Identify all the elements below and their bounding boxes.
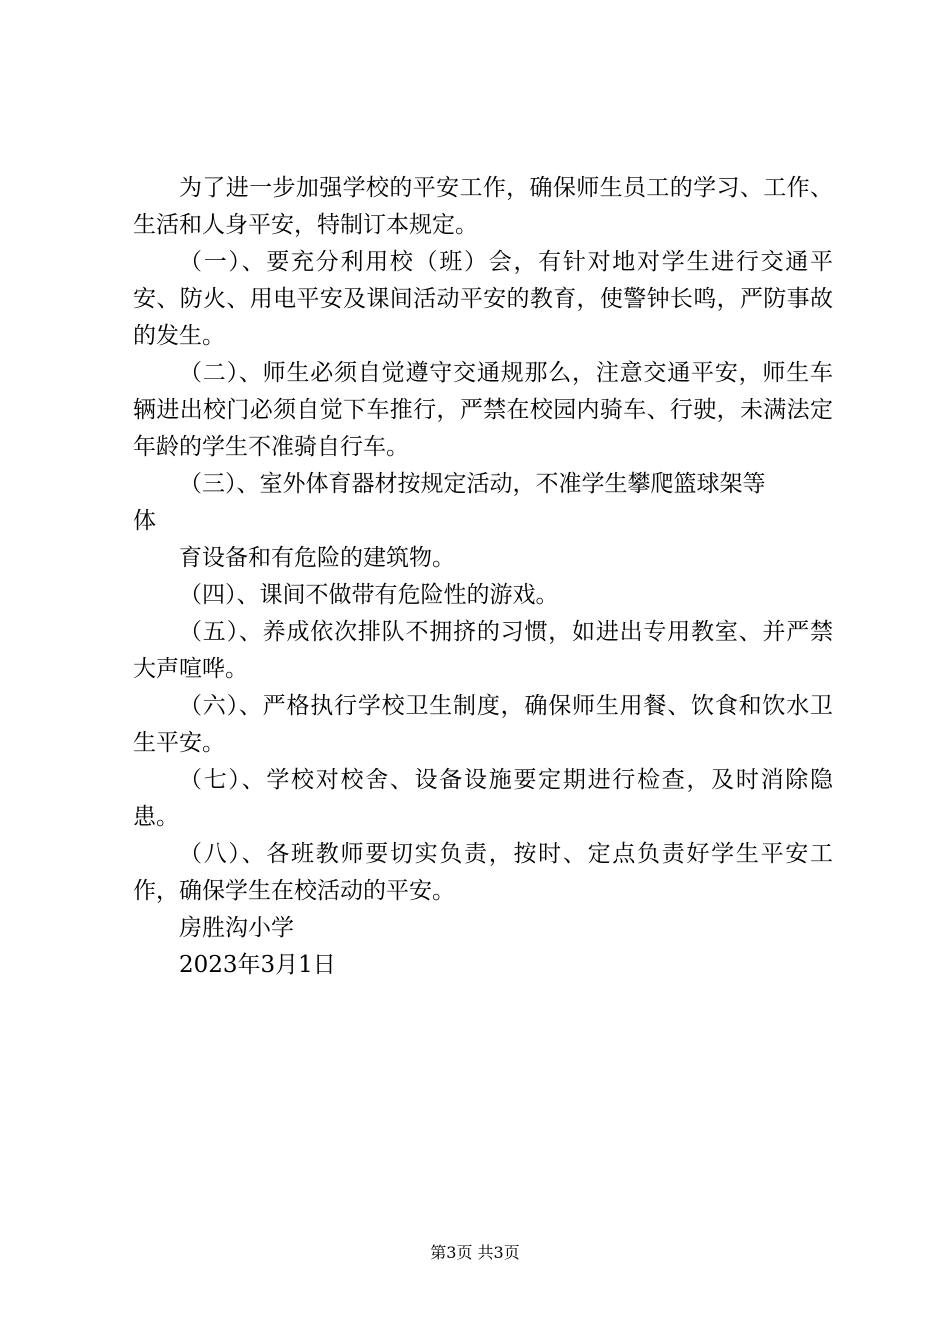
page-footer: 第3页 共3页: [430, 1243, 520, 1262]
paragraph-item-3-continued: 育设备和有危险的建筑物。: [179, 545, 455, 571]
date: 2023年3月1日: [179, 952, 336, 978]
paragraph-item-8: （八）、各班教师要切实负责，按时、定点负责好学生平安工作，确保学生在校活动的平安。: [133, 841, 833, 904]
paragraph-item-5: （五）、养成依次排队不拥挤的习惯，如进出专用教室、并严禁大声喧哗。: [133, 619, 833, 682]
signature: 房胜沟小学: [179, 915, 294, 941]
paragraph-intro: 为了进一步加强学校的平安工作，确保师生员工的学习、工作、生活和人身平安，特制订本规定。: [133, 175, 833, 238]
paragraph-item-1: （一）、要充分利用校（班）会，有针对地对学生进行交通平安、防火、用电平安及课间活动平安的教育，使警钟长鸣，严防事故的发生。: [133, 249, 833, 349]
paragraph-item-4: （四）、课间不做带有危险性的游戏。: [179, 582, 559, 608]
paragraph-item-3: （三）、室外体育器材按规定活动，不准学生攀爬篮球架等: [179, 471, 766, 497]
paragraph-item-6: （六）、严格执行学校卫生制度，确保师生用餐、饮食和饮水卫生平安。: [133, 693, 833, 756]
paragraph-item-3-overflow: 体: [133, 508, 156, 534]
document-body: [133, 170, 833, 984]
paragraph-item-2: （二）、师生必须自觉遵守交通规那么，注意交通平安，师生车辆进出校门必须自觉下车推行，严禁在校园内骑车、行驶，未满法定年龄的学生不准骑自行车。: [133, 360, 833, 460]
paragraph-item-7: （七）、学校对校舍、设备设施要定期进行检查，及时消除隐患。: [133, 767, 833, 830]
